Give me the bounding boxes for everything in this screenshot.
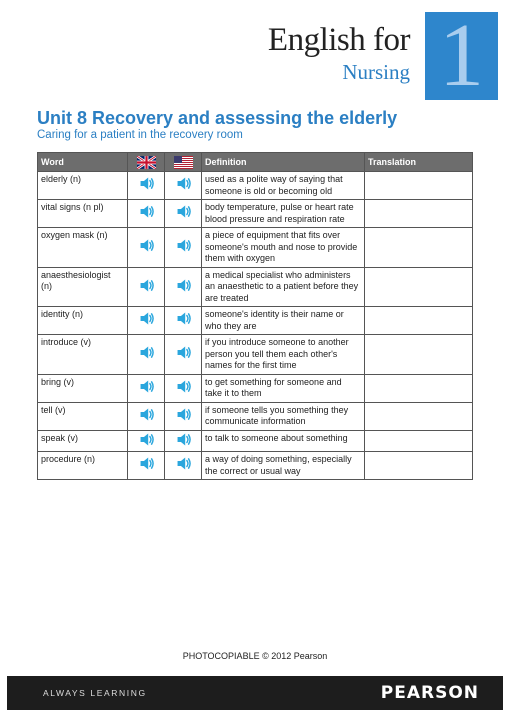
vocabulary-table (37, 152, 473, 480)
speaker-icon[interactable] (175, 431, 192, 448)
brand-line-1: English for (267, 22, 410, 58)
brand-title (268, 24, 410, 83)
definition-cell: to talk to someone about something (202, 430, 365, 452)
table-row (38, 267, 473, 307)
table-row (38, 402, 473, 430)
translation-cell[interactable] (365, 430, 473, 452)
us-flag-icon (174, 156, 193, 169)
table-row (38, 335, 473, 375)
publisher-logo: PEARSON (380, 683, 479, 703)
table-row (38, 200, 473, 228)
uk-audio-cell[interactable] (128, 335, 165, 375)
us-audio-cell[interactable] (165, 430, 202, 452)
us-audio-cell[interactable] (165, 335, 202, 375)
footer-bar (7, 676, 503, 710)
word-cell: procedure (n) (38, 452, 128, 480)
tagline: ALWAYS LEARNING (43, 688, 147, 698)
unit-title: Unit 8 Recovery and assessing the elderly (37, 108, 398, 128)
header-definition: Definition (202, 153, 365, 172)
definition-cell: used as a polite way of saying that someone is old or becoming old (202, 172, 365, 200)
word-cell: oxygen mask (n) (38, 228, 128, 268)
definition-cell: body temperature, pulse or heart rate blood pressure and respiration rate (202, 200, 365, 228)
speaker-icon[interactable] (138, 455, 155, 472)
brand-line-2: Nursing (342, 60, 410, 84)
uk-audio-cell[interactable] (128, 307, 165, 335)
table-row (38, 452, 473, 480)
translation-cell[interactable] (365, 402, 473, 430)
translation-cell[interactable] (365, 452, 473, 480)
us-audio-cell[interactable] (165, 267, 202, 307)
definition-cell: if you introduce someone to another person you tell them each other's names for the first time (202, 335, 365, 375)
word-cell: vital signs (n pl) (38, 200, 128, 228)
table-row (38, 307, 473, 335)
translation-cell[interactable] (365, 200, 473, 228)
uk-audio-cell[interactable] (128, 374, 165, 402)
speaker-icon[interactable] (175, 455, 192, 472)
definition-cell: a medical specialist who administers an anaesthetic to a patient before they are treated (202, 267, 365, 307)
header-translation: Translation (365, 153, 473, 172)
speaker-icon[interactable] (138, 431, 155, 448)
word-cell: introduce (v) (38, 335, 128, 375)
speaker-icon[interactable] (175, 237, 192, 254)
header-uk-audio (128, 153, 165, 172)
uk-audio-cell[interactable] (128, 200, 165, 228)
speaker-icon[interactable] (138, 310, 155, 327)
speaker-icon[interactable] (138, 175, 155, 192)
us-audio-cell[interactable] (165, 228, 202, 268)
table-row (38, 172, 473, 200)
us-audio-cell[interactable] (165, 452, 202, 480)
speaker-icon[interactable] (138, 378, 155, 395)
uk-flag-icon (137, 156, 156, 169)
speaker-icon[interactable] (175, 344, 192, 361)
us-audio-cell[interactable] (165, 307, 202, 335)
definition-cell: a way of doing something, especially the correct or usual way (202, 452, 365, 480)
speaker-icon[interactable] (175, 203, 192, 220)
table-header-row (38, 153, 473, 172)
speaker-icon[interactable] (175, 406, 192, 423)
word-cell: elderly (n) (38, 172, 128, 200)
speaker-icon[interactable] (138, 237, 155, 254)
translation-cell[interactable] (365, 172, 473, 200)
table-row (38, 228, 473, 268)
speaker-icon[interactable] (138, 344, 155, 361)
header-us-audio (165, 153, 202, 172)
us-audio-cell[interactable] (165, 200, 202, 228)
speaker-icon[interactable] (175, 310, 192, 327)
level-badge: 1 (425, 12, 498, 100)
definition-cell: someone's identity is their name or who they are (202, 307, 365, 335)
speaker-icon[interactable] (175, 175, 192, 192)
definition-cell: if someone tells you something they communicate information (202, 402, 365, 430)
header-word: Word (38, 153, 128, 172)
table-row (38, 430, 473, 452)
translation-cell[interactable] (365, 267, 473, 307)
word-cell: identity (n) (38, 307, 128, 335)
translation-cell[interactable] (365, 374, 473, 402)
us-audio-cell[interactable] (165, 172, 202, 200)
definition-cell: to get something for someone and take it to them (202, 374, 365, 402)
word-cell: anaesthesiologist (n) (38, 267, 128, 307)
translation-cell[interactable] (365, 307, 473, 335)
speaker-icon[interactable] (175, 378, 192, 395)
definition-cell: a piece of equipment that fits over someone's mouth and nose to provide them with oxygen (202, 228, 365, 268)
uk-audio-cell[interactable] (128, 452, 165, 480)
table-row (38, 374, 473, 402)
speaker-icon[interactable] (138, 203, 155, 220)
us-audio-cell[interactable] (165, 374, 202, 402)
speaker-icon[interactable] (138, 277, 155, 294)
uk-audio-cell[interactable] (128, 430, 165, 452)
unit-subtitle: Caring for a patient in the recovery room (37, 129, 243, 141)
translation-cell[interactable] (365, 228, 473, 268)
us-audio-cell[interactable] (165, 402, 202, 430)
speaker-icon[interactable] (138, 406, 155, 423)
uk-audio-cell[interactable] (128, 402, 165, 430)
uk-audio-cell[interactable] (128, 228, 165, 268)
speaker-icon[interactable] (175, 277, 192, 294)
copyright-note: PHOTOCOPIABLE © 2012 Pearson (182, 651, 328, 661)
uk-audio-cell[interactable] (128, 267, 165, 307)
translation-cell[interactable] (365, 335, 473, 375)
word-cell: bring (v) (38, 374, 128, 402)
word-cell: tell (v) (38, 402, 128, 430)
uk-audio-cell[interactable] (128, 172, 165, 200)
word-cell: speak (v) (38, 430, 128, 452)
